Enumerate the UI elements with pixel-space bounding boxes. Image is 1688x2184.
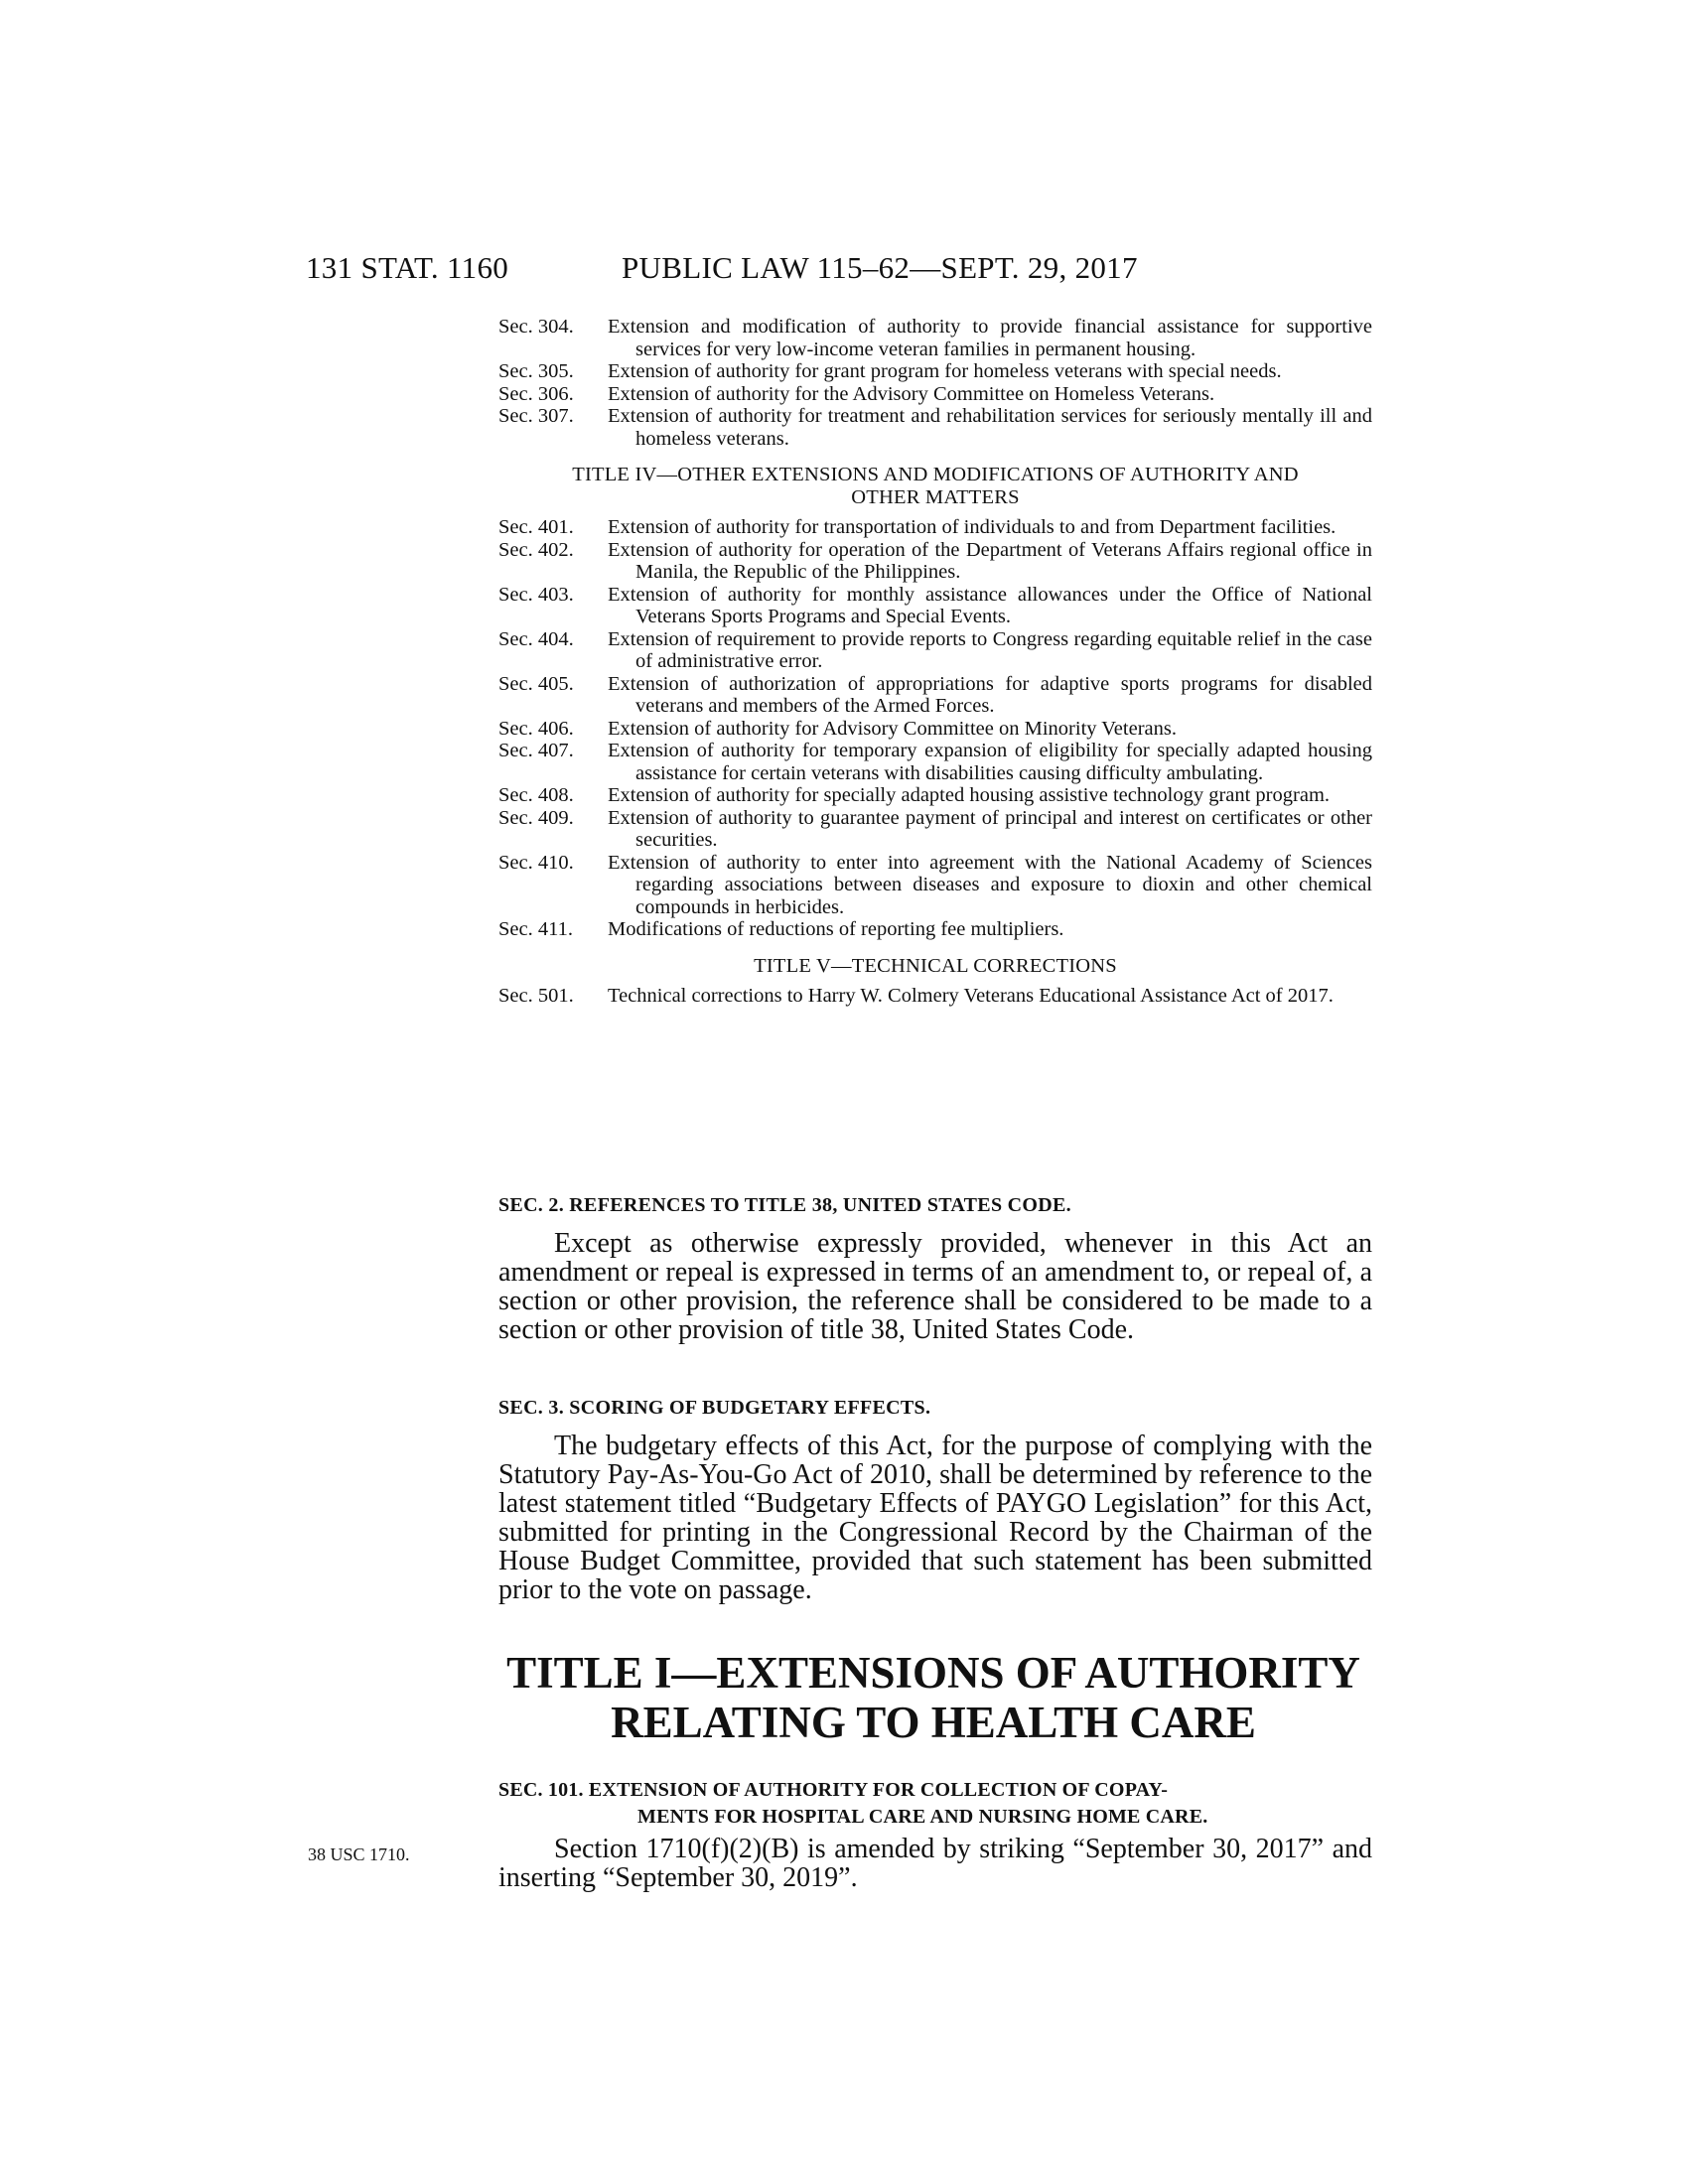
toc-entry-text: Extension of authority for Advisory Committee on Minority Veterans.: [608, 717, 1177, 740]
sec-101-body: Section 1710(f)(2)(B) is amended by striking “September 30, 2017” and inserting “September 30, 2019”.: [498, 1834, 1372, 1893]
toc-entry-number: Sec. 406.: [498, 717, 574, 740]
sec-101-heading: [498, 1777, 1372, 1831]
sec-3-heading: SEC. 3. SCORING OF BUDGETARY EFFECTS.: [498, 1397, 931, 1419]
toc-entry-number: Sec. 409.: [498, 806, 574, 829]
toc-entry-text: Extension of authority for treatment and rehabilitation services for seriously mentally ill and homeless veterans.: [608, 405, 1372, 450]
toc-entry-number: Sec. 410.: [498, 851, 574, 874]
toc-entry-number: Sec. 501.: [498, 985, 574, 1007]
toc-entry: [498, 673, 1372, 718]
toc-entry-number: Sec. 307.: [498, 405, 574, 427]
sec-2-heading: SEC. 2. REFERENCES TO TITLE 38, UNITED STATES CODE.: [498, 1194, 1071, 1216]
toc-entry-number: Sec. 402.: [498, 538, 574, 561]
title-i-heading: [417, 1648, 1450, 1747]
toc-entry: [498, 539, 1372, 584]
toc-entry-number: Sec. 404.: [498, 627, 574, 650]
title-i-line2: RELATING TO HEALTH CARE: [611, 1698, 1256, 1747]
toc-entry: [498, 718, 1372, 741]
toc-entry: [498, 985, 1372, 1008]
toc-entry-text: Extension of requirement to provide reports to Congress regarding equitable relief in the case of administrative error.: [608, 627, 1372, 672]
toc-entry-text: Extension of authorization of appropriations for adaptive sports programs for disabled veterans and members of the Armed Forces.: [608, 672, 1372, 717]
toc-entry-number: Sec. 304.: [498, 316, 574, 338]
toc-title-iv: [498, 464, 1372, 508]
toc-group-title-iii: [498, 316, 1372, 450]
toc-entry-number: Sec. 408.: [498, 784, 574, 806]
toc-group-title-iv: [498, 516, 1372, 941]
toc-entry-number: Sec. 407.: [498, 740, 574, 761]
sec-2-body: Except as otherwise expressly provided, whenever in this Act an amendment or repeal is expressed in terms of an amendment to, or repeal of, a section or other provision, the reference shall be considered to be made to a section or other provision of title 38, United States Code.: [498, 1228, 1372, 1345]
toc-entry-text: Extension of authority to guarantee payment of principal and interest on certificates or other securities.: [608, 806, 1372, 851]
toc-entry-text: Extension and modification of authority to provide financial assistance for supportive services for very low-income veteran families in permanent housing.: [608, 316, 1372, 360]
toc-entry-text: Extension of authority for specially adapted housing assistive technology grant program.: [608, 784, 1331, 806]
toc-entry: [498, 628, 1372, 673]
toc-entry-number: Sec. 403.: [498, 583, 574, 606]
running-header: PUBLIC LAW 115–62—SEPT. 29, 2017: [622, 250, 1138, 285]
sec-101-heading-line2: MENTS FOR HOSPITAL CARE AND NURSING HOME CARE.: [637, 1806, 1208, 1828]
toc-entry: [498, 784, 1372, 807]
toc-entry-text: Extension of authority for monthly assistance allowances under the Office of National Veterans Sports Programs and Special Events.: [608, 583, 1372, 627]
toc-entry-text: Extension of authority for grant program for homeless veterans with special needs.: [608, 360, 1282, 382]
toc-title-v: TITLE V—TECHNICAL CORRECTIONS: [754, 954, 1117, 977]
toc-entry: [498, 360, 1372, 383]
toc-entry: [498, 584, 1372, 628]
toc-entry: [498, 852, 1372, 919]
toc-entry: [498, 516, 1372, 539]
toc-title-iv-line1: TITLE IV—OTHER EXTENSIONS AND MODIFICATIONS OF AUTHORITY AND: [572, 464, 1299, 485]
toc-entry-text: Extension of authority for operation of the Department of Veterans Affairs regional office in Manila, the Republic of the Philippines.: [608, 538, 1372, 583]
toc-entry: [498, 383, 1372, 406]
toc-entry-number: Sec. 305.: [498, 360, 574, 382]
toc-entry: [498, 918, 1372, 941]
toc-entry-number: Sec. 306.: [498, 382, 574, 405]
sec-3-body: The budgetary effects of this Act, for the purpose of complying with the Statutory Pay-As-You-Go Act of 2010, shall be determined by reference to the latest statement titled “Budgetary Effects of PAYGO Legislation” for this Act, submitted for printing in the Congressional Record by the Chairman of the House Budget Committee, provided that such statement has been submitted prior to the vote on passage.: [498, 1431, 1372, 1605]
toc-entry: [498, 740, 1372, 784]
toc-entry: [498, 316, 1372, 360]
toc-entry-text: Extension of authority for transportation of individuals to and from Department facilities.: [608, 516, 1336, 538]
usc-margin-note: 38 USC 1710.: [308, 1844, 410, 1864]
toc-entry-text: Extension of authority for temporary expansion of eligibility for specially adapted housing assistance for certain veterans with disabilities causing difficulty ambulating.: [608, 740, 1372, 784]
toc-group-title-v: [498, 985, 1372, 1008]
toc-entry: [498, 405, 1372, 450]
toc-entry-text: Extension of authority for the Advisory Committee on Homeless Veterans.: [608, 382, 1215, 405]
table-of-contents: [498, 316, 1372, 1008]
stat-page-number: 131 STAT. 1160: [306, 250, 509, 285]
toc-entry-text: Technical corrections to Harry W. Colmery Veterans Educational Assistance Act of 2017.: [608, 985, 1334, 1007]
toc-entry-number: Sec. 401.: [498, 516, 574, 538]
toc-title-iv-line2: OTHER MATTERS: [851, 485, 1020, 508]
toc-entry-number: Sec. 405.: [498, 672, 574, 695]
title-i-line1: TITLE I—EXTENSIONS OF AUTHORITY: [506, 1648, 1360, 1698]
toc-entry-text: Modifications of reductions of reporting fee multipliers.: [608, 918, 1064, 940]
toc-entry-text: Extension of authority to enter into agreement with the National Academy of Sciences regarding associations between diseases and exposure to dioxin and other chemical compounds in herbicides.: [608, 851, 1372, 918]
toc-entry: [498, 807, 1372, 852]
toc-entry-number: Sec. 411.: [498, 918, 573, 940]
sec-101-heading-line1: SEC. 101. EXTENSION OF AUTHORITY FOR COLLECTION OF COPAY-: [498, 1779, 1169, 1801]
